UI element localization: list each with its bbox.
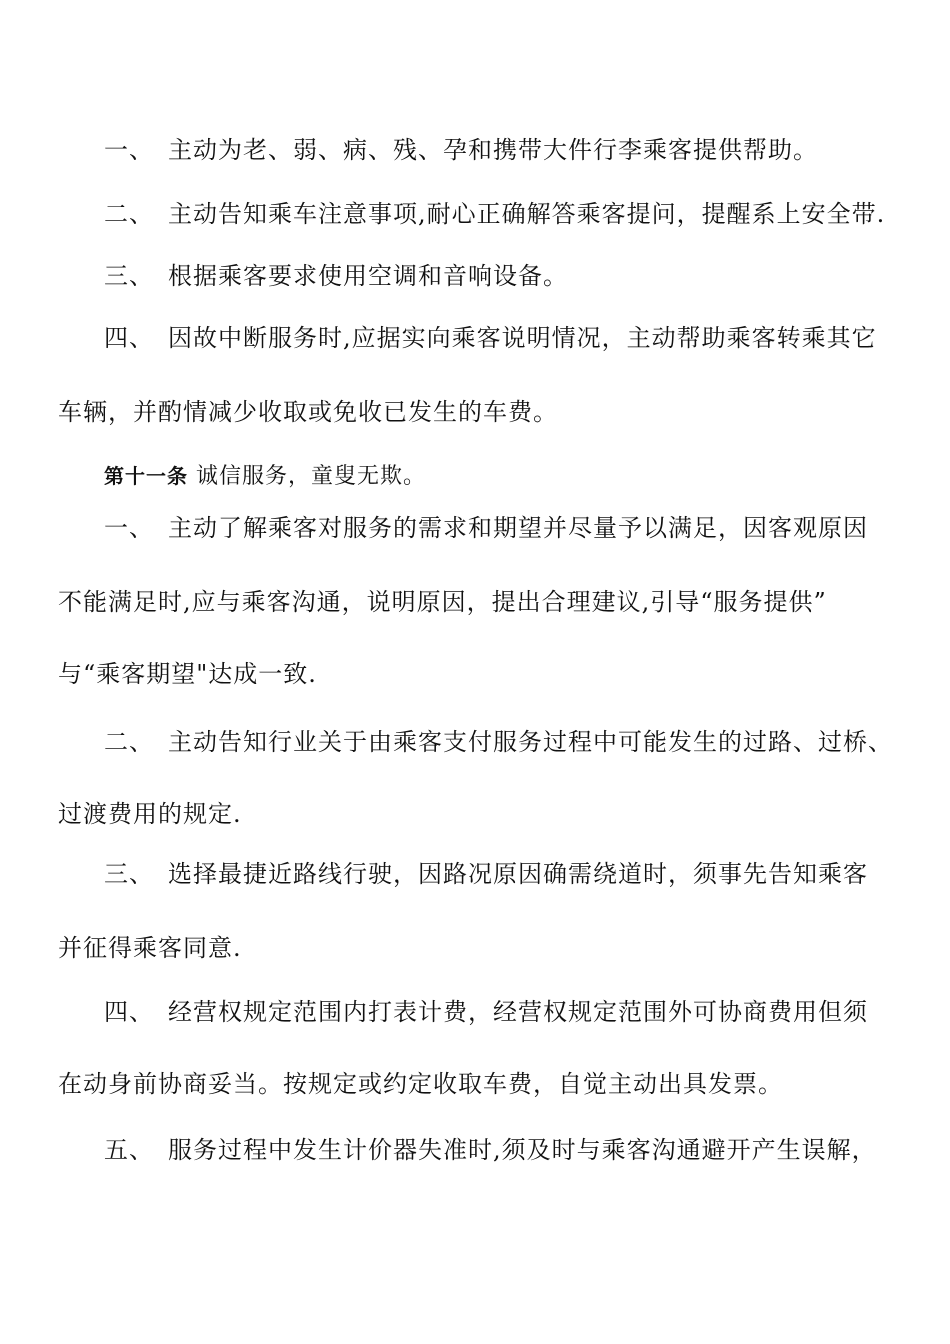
line-text: 主动为老、弱、病、残、孕和携带大件行李乘客提供帮助。 [168, 136, 818, 164]
article-heading-line [0, 460, 950, 493]
line-text: 因故中断服务时,应据实向乘客说明情况，主动帮助乘客转乘其它 [168, 324, 877, 352]
item-number: 二、 [104, 200, 154, 228]
line-text: 根据乘客要求使用空调和音响设备。 [168, 262, 568, 290]
paragraph-line [0, 260, 950, 292]
item-number: 三、 [104, 262, 154, 290]
line-text: 与“乘客期望"达成一致. [58, 660, 317, 688]
paragraph-line [0, 858, 950, 890]
item-number: 三、 [104, 860, 154, 888]
paragraph-continuation [0, 586, 950, 618]
item-number: 一、 [104, 136, 154, 164]
paragraph-line [0, 726, 950, 758]
line-text: 主动告知乘车注意事项,耐心正确解答乘客提问，提醒系上安全带. [168, 200, 886, 228]
paragraph-continuation [0, 396, 950, 428]
item-number: 四、 [104, 998, 154, 1026]
article-title: 诚信服务，童叟无欺。 [196, 464, 427, 489]
item-number: 五、 [104, 1136, 154, 1164]
paragraph-line [0, 512, 950, 544]
item-number: 四、 [104, 324, 154, 352]
paragraph-continuation [0, 1068, 950, 1100]
paragraph-line [0, 134, 950, 166]
paragraph-line [0, 198, 950, 230]
line-text: 并征得乘客同意. [58, 934, 242, 962]
paragraph-continuation [0, 932, 950, 964]
item-number: 一、 [104, 514, 154, 542]
paragraph-line [0, 322, 950, 354]
line-text: 服务过程中发生计价器失准时,须及时与乘客沟通避开产生误解， [168, 1136, 877, 1164]
line-text: 主动告知行业关于由乘客支付服务过程中可能发生的过路、过桥、 [168, 728, 893, 756]
line-text: 不能满足时,应与乘客沟通，说明原因，提出合理建议,引导“服务提供” [58, 588, 827, 616]
paragraph-line [0, 996, 950, 1028]
paragraph-line [0, 1134, 950, 1166]
paragraph-continuation [0, 798, 950, 830]
article-heading: 第十一条 [104, 464, 188, 488]
line-text: 选择最捷近路线行驶，因路况原因确需绕道时，须事先告知乘客 [168, 860, 868, 888]
line-text: 主动了解乘客对服务的需求和期望并尽量予以满足，因客观原因 [168, 514, 868, 542]
line-text: 经营权规定范围内打表计费，经营权规定范围外可协商费用但须 [168, 998, 868, 1026]
line-text: 车辆，并酌情减少收取或免收已发生的车费。 [58, 398, 558, 426]
item-number: 二、 [104, 728, 154, 756]
line-text: 在动身前协商妥当。按规定或约定收取车费，自觉主动出具发票。 [58, 1070, 783, 1098]
line-text: 过渡费用的规定. [58, 800, 242, 828]
paragraph-continuation [0, 658, 950, 690]
